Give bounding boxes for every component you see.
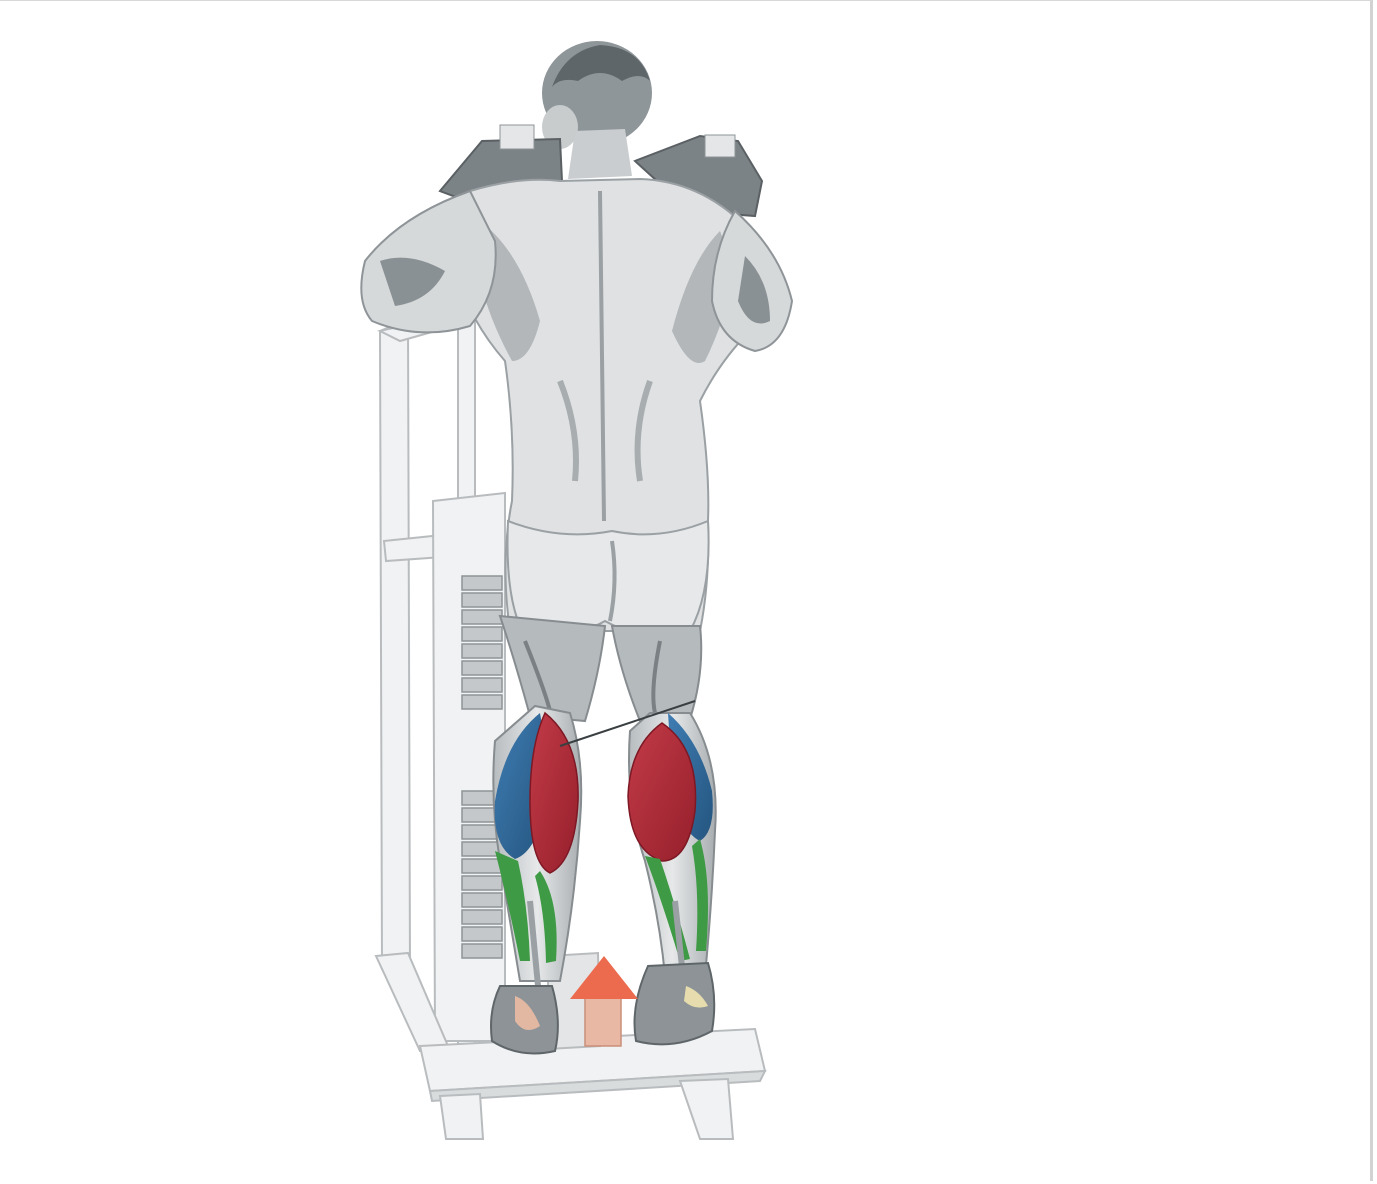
calf-raise-illustration (0, 1, 1377, 1184)
glutes (508, 521, 709, 634)
machine-foot-right (680, 1079, 733, 1139)
left-thigh (500, 616, 605, 721)
machine-foot-left (440, 1094, 483, 1139)
machine-left-post (380, 319, 410, 971)
